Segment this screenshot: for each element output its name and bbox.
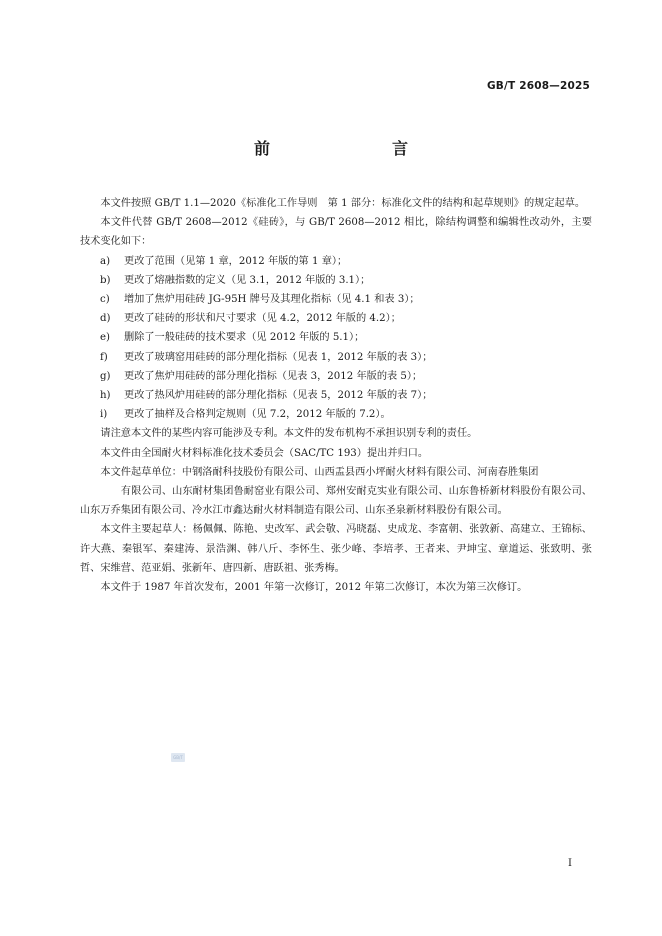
paragraph-drafting-rules: 本文件按照 GB/T 1.1—2020《标准化工作导则 第 1 部分：标准化文件的结构和起草规则》的规定起草。	[100, 198, 586, 209]
paragraph-history: 本文件于 1987 年首次发布，2001 年第一次修订，2012 年第二次修订，本次为第三次修订。	[100, 582, 528, 594]
list-item	[80, 290, 592, 309]
drafting-units-label: 本文件起草单位：	[100, 466, 182, 478]
drafting-units-rest: 有限公司、山东耐材集团鲁耐窑业有限公司、郑州安耐克实业有限公司、山东鲁桥新材料股份有限公司、山东万乔集团有限公司、冷水江市鑫达耐火材料制造有限公司、山东圣泉新材料股份有限公司。	[80, 486, 592, 517]
list-marker: h)	[100, 390, 111, 402]
list-item-text: 更改了玻璃窑用硅砖的部分理化指标（见表 1，2012 年版的表 3）；	[124, 351, 433, 363]
paragraph-drafting-units-continued	[80, 482, 592, 520]
paragraph-replaces: 本文件代替 GB/T 2608—2012《硅砖》，与 GB/T 2608—2012 相比，除结构调整和编辑性改动外，主要技术变化如下：	[80, 217, 592, 248]
list-item	[80, 252, 592, 271]
page-title: 前 言	[253, 139, 438, 158]
list-marker: a)	[100, 255, 111, 267]
list-item-text: 更改了硅砖的形状和尺寸要求（见 4.2，2012 年版的 4.2）；	[124, 313, 401, 325]
list-item-text: 更改了范围（见第 1 章，2012 年版的第 1 章）；	[124, 255, 348, 267]
list-item-text: 更改了热风炉用硅砖的部分理化指标（见表 5，2012 年版的表 7）；	[124, 390, 433, 402]
list-item	[80, 271, 592, 290]
list-item-text: 更改了熔融指数的定义（见 3.1，2012 年版的 3.1）；	[124, 274, 371, 286]
foreword-body	[80, 194, 592, 597]
list-item	[80, 328, 592, 347]
paragraph-proposer: 本文件由全国耐火材料标准化技术委员会（SAC/TC 193）提出并归口。	[100, 447, 429, 459]
list-item	[80, 386, 592, 405]
list-item-text: 删除了一般硅砖的技术要求（见 2012 年版的 5.1）；	[124, 332, 365, 344]
list-marker: d)	[100, 313, 111, 325]
list-item	[80, 405, 592, 424]
watermark-stamp: GB/T	[171, 753, 185, 762]
paragraph-patent-notice: 请注意本文件的某些内容可能涉及专利。本文件的发布机构不承担识别专利的责任。	[100, 428, 478, 440]
list-item-text: 更改了焦炉用硅砖的部分理化指标（见表 3，2012 年版的表 5）；	[124, 370, 423, 382]
list-item	[80, 367, 592, 386]
paragraph-drafting-units	[80, 463, 592, 482]
list-item-text: 增加了焦炉用硅砖 JG-95H 牌号及其理化指标（见 4.1 和表 3）；	[124, 294, 420, 306]
list-marker: f)	[100, 351, 108, 363]
list-marker: e)	[100, 332, 111, 344]
page-number: I	[568, 858, 572, 869]
standard-number: GB/T 2608—2025	[486, 80, 590, 92]
drafting-units-first-line: 中钢洛耐科技股份有限公司、山西盂县西小坪耐火材料有限公司、河南春胜集团	[181, 466, 539, 478]
list-marker: i)	[100, 409, 108, 421]
changes-list	[80, 252, 592, 425]
list-item	[80, 348, 592, 367]
list-marker: b)	[100, 274, 111, 286]
list-marker: c)	[100, 294, 110, 306]
list-marker: g)	[100, 370, 111, 382]
list-item-text: 更改了抽样及合格判定规则（见 7.2，2012 年版的 7.2）。	[124, 409, 391, 421]
paragraph-drafters: 本文件主要起草人：杨佩佩、陈艳、史改军、武会敬、冯晓磊、史成龙、李富朝、张敦新、高建立、王锦标、许大燕、秦银军、秦建涛、景浩渊、韩八斤、李怀生、张少峰、李培孝、王者来、尹坤宝、章道运、张致明、张哲、宋维营、范亚娟、张新年、唐四新、唐跃祖、张秀梅。	[80, 524, 592, 574]
list-item	[80, 309, 592, 328]
